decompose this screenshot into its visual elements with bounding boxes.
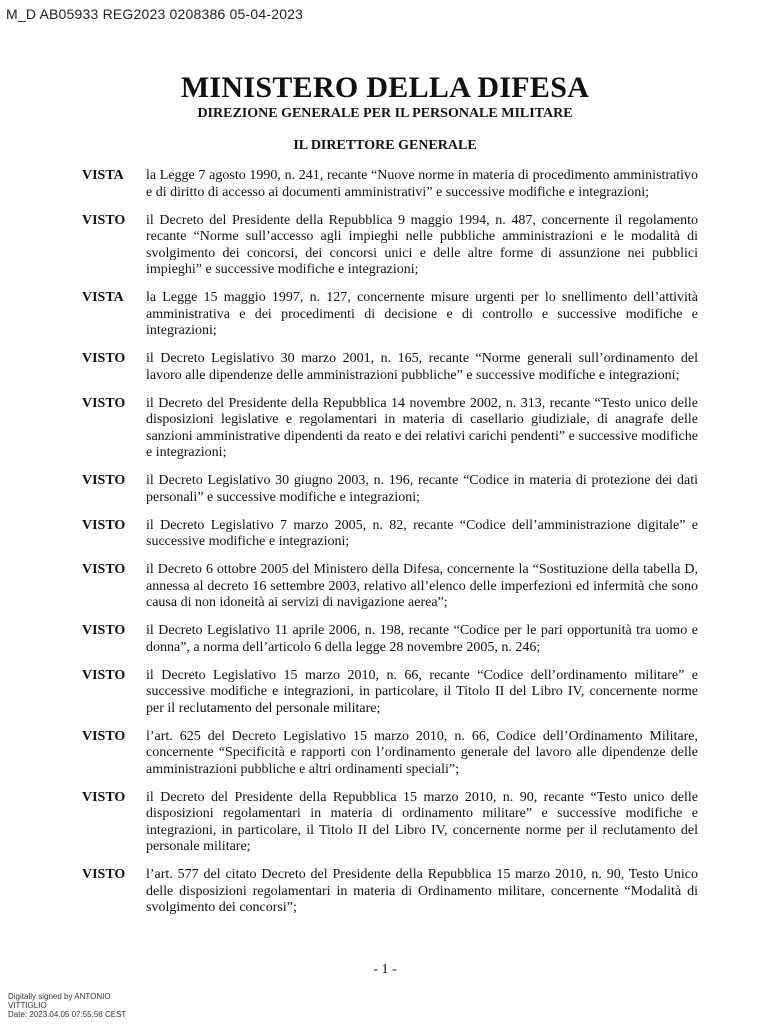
clause-item [82,729,698,779]
clause-keyword: VISTO [82,867,126,882]
clause-text: il Decreto del Presidente della Repubblica 9 maggio 1994, n. 487, concernente il regolamento recante “Norme sull’accesso agli impieghi nelle pubbliche amministrazioni e le modalità di svolgimento dei concorsi, dei concorsi unici e delle altre forme di assunzione nei pubblici impieghi” e successive modifiche e integrazioni; [146,212,698,277]
clause-keyword: VISTA [82,290,124,305]
clause-keyword: VISTO [82,473,126,488]
clause-text: l’art. 577 del citato Decreto del Presidente della Repubblica 15 marzo 2010, n. 90, Testo Unico delle disposizioni regolamentari in materia di Ordinamento militare, concernente “Modalità di svolgimento dei concorsi”; [146,867,698,915]
clause-keyword: VISTO [82,623,126,638]
clause-keyword: VISTO [82,517,126,533]
clause-keyword: VISTO [82,562,126,577]
clause-keyword: VISTO [82,728,126,744]
clause-item [82,623,698,656]
protocol-number: M_D AB05933 REG2023 0208386 05-04-2023 [6,6,304,22]
clause-text: il Decreto Legislativo 30 giugno 2003, n. 196, recante “Codice in materia di protezione dei dati personali” e successive modifiche e integrazioni; [146,473,698,505]
clause-item [82,668,698,718]
document-header [0,72,770,154]
signature-line: VITTIGLIO [8,1001,47,1010]
clause-item [82,518,698,551]
clause-item [82,396,698,462]
clause-text: il Decreto Legislativo 11 aprile 2006, n. 198, recante “Codice per le pari opportunità tra uomo e donna”, a norma dell’articolo 6 della legge 28 novembre 2005, n. 246; [146,623,698,655]
clause-item [82,168,698,201]
clause-item [82,351,698,384]
clause-keyword: VISTO [82,351,126,366]
ministry-title: MINISTERO DELLA DIFESA [180,71,590,104]
signature-line: Date: 2023.04.05 07:55:56 CEST [8,1010,127,1019]
clause-keyword: VISTO [82,212,126,228]
clause-item [82,213,698,279]
clause-text: il Decreto del Presidente della Repubblica 15 marzo 2010, n. 90, recante “Testo unico delle disposizioni regolamentari in materia di ordinamento militare” e successive modifiche e integrazioni, in particolare, il Titolo II del Libro IV, concernente norme per il reclutamento del personale militare; [146,789,698,854]
digital-signature [8,992,126,1019]
clause-keyword: VISTO [82,667,126,683]
clause-item [82,473,698,506]
clause-item [82,867,698,917]
clause-text: il Decreto Legislativo 15 marzo 2010, n. 66, recante “Codice dell’ordinamento militare” e successive modifiche e integrazioni, in particolare, il Titolo II del Libro IV, concernente norme per il reclutamento del personale militare; [146,667,698,716]
direzione-title: DIREZIONE GENERALE PER IL PERSONALE MILITARE [197,106,573,121]
clause-item [82,290,698,340]
clause-text: il Decreto 6 ottobre 2005 del Ministero della Difesa, concernente la “Sostituzione della tabella D, annessa al decreto 16 settembre 2003, relativo all’elenco delle imperfezioni ed infermità che sono causa di non idoneità ai servizi di navigazione aerea”; [146,562,698,610]
clause-text: la Legge 7 agosto 1990, n. 241, recante “Nuove norme in materia di procedimento amministrativo e di diritto di accesso ai documenti amministrativi” e successive modifiche e integrazioni; [146,168,698,200]
signature-line: Digitally signed by ANTONIO [8,992,111,1001]
clause-text: l’art. 625 del Decreto Legislativo 15 marzo 2010, n. 66, Codice dell’Ordinamento Militare, concernente “Specificità e rapporti con l’ordinamento generale del lavoro alle dipendenze delle amministrazioni pubbliche e altri ordinamenti speciali”; [146,728,698,777]
direttore-title: IL DIRETTORE GENERALE [293,138,477,153]
clauses-list [82,168,698,928]
clause-text: il Decreto del Presidente della Repubblica 14 novembre 2002, n. 313, recante “Testo unico delle disposizioni legislative e regolamentari in materia di casellario giudiziale, di anagrafe delle sanzioni amministrative dipendenti da reato e dei relativi carichi pendenti” e successive modifiche e integrazioni; [146,395,698,460]
page-number: - 1 - [373,962,397,977]
clause-item [82,790,698,856]
clause-text: il Decreto Legislativo 7 marzo 2005, n. 82, recante “Codice dell’amministrazione digitale” e successive modifiche e integrazioni; [146,517,698,549]
clause-keyword: VISTO [82,789,126,805]
clause-item [82,562,698,612]
clause-keyword: VISTA [82,168,124,183]
clause-keyword: VISTO [82,395,126,411]
clause-text: il Decreto Legislativo 30 marzo 2001, n. 165, recante “Norme generali sull’ordinamento del lavoro alle dipendenze delle amministrazioni pubbliche” e successive modifiche e integrazioni; [146,351,698,383]
clause-text: la Legge 15 maggio 1997, n. 127, concernente misure urgenti per lo snellimento dell’attività amministrativa e dei procedimenti di decisione e di controllo e successive modifiche e integrazioni; [146,290,698,338]
